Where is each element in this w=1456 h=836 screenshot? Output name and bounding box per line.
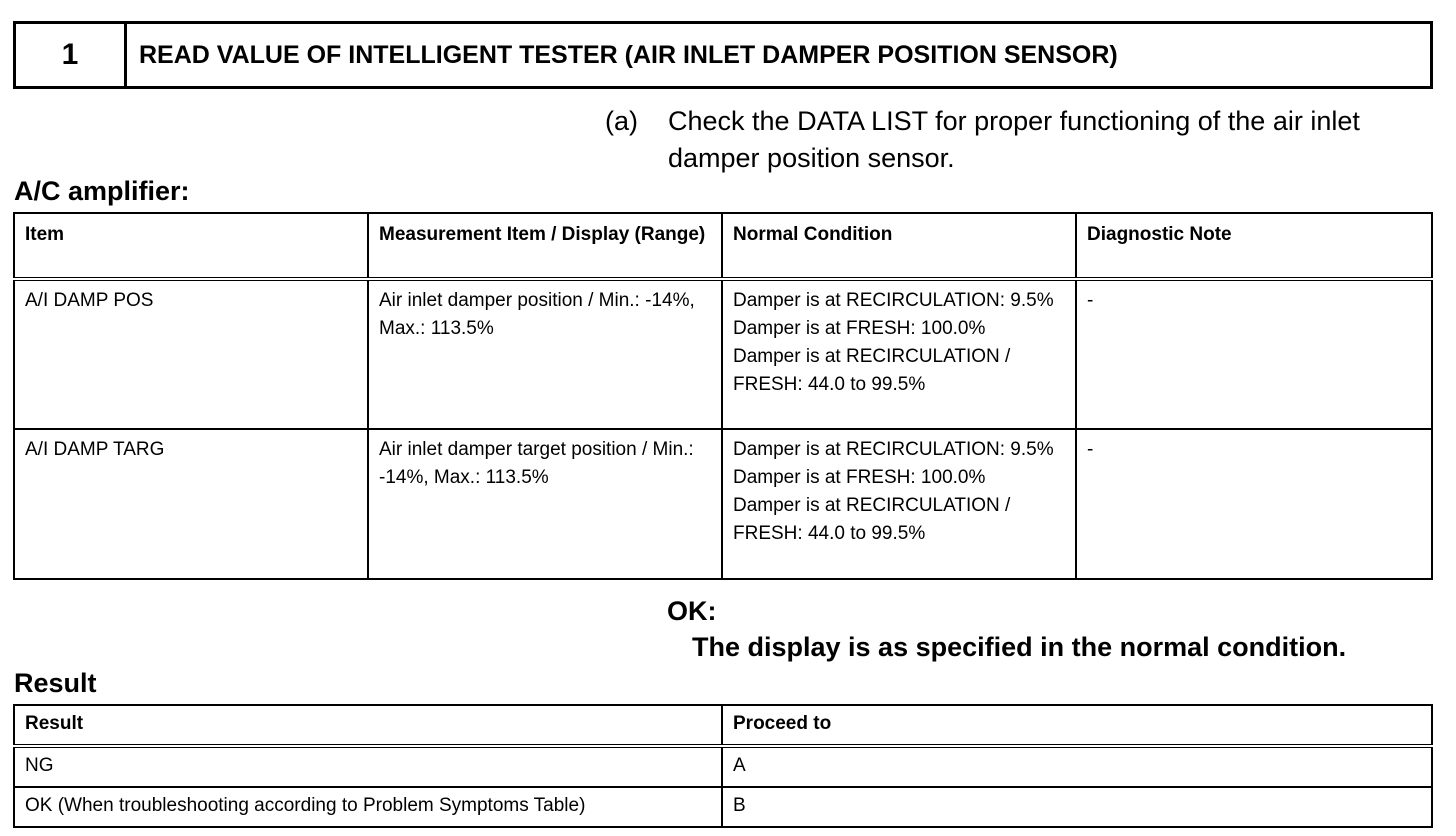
- table-header-row: [14, 213, 1432, 279]
- normal-condition-line: Damper is at RECIRCULATION: 9.5%: [733, 290, 1054, 311]
- ok-text: The display is as specified in the normal condition.: [692, 632, 1347, 662]
- normal-condition-line: Damper is at RECIRCULATION / FRESH: 44.0 to 99.5%: [733, 495, 1011, 544]
- amplifier-data-table: [13, 212, 1433, 580]
- result-cell: OK (When troubleshooting according to Problem Symptoms Table): [14, 787, 722, 827]
- column-header-proceed-to: Proceed to: [722, 705, 1432, 746]
- result-table: [13, 704, 1433, 828]
- table-row: [14, 429, 1432, 579]
- amplifier-label: A/C amplifier:: [14, 176, 190, 206]
- normal-condition-line: Damper is at RECIRCULATION / FRESH: 44.0 to 99.5%: [733, 346, 1011, 395]
- normal-condition-line: Damper is at FRESH: 100.0%: [733, 318, 986, 339]
- table-header-row: [14, 705, 1432, 746]
- result-cell: NG: [14, 746, 722, 787]
- ok-label: OK:: [667, 596, 717, 626]
- normal-condition-cell: [722, 279, 1076, 429]
- instruction-marker: (a): [605, 106, 638, 136]
- measurement-cell: Air inlet damper target position / Min.: -14%, Max.: 113.5%: [368, 429, 722, 579]
- column-header-normal-condition: Normal Condition: [722, 213, 1076, 279]
- proceed-cell: B: [722, 787, 1432, 827]
- proceed-cell: A: [722, 746, 1432, 787]
- normal-condition-line: Damper is at FRESH: 100.0%: [733, 467, 986, 488]
- item-cell: A/I DAMP TARG: [14, 429, 368, 579]
- instruction-text: Check the DATA LIST for proper functioning of the air inlet damper position sensor.: [668, 106, 1360, 173]
- diagnostic-note-cell: -: [1076, 279, 1432, 429]
- table-row: [14, 746, 1432, 787]
- column-header-item: Item: [14, 213, 368, 279]
- measurement-cell: Air inlet damper position / Min.: -14%, Max.: 113.5%: [368, 279, 722, 429]
- normal-condition-line: Damper is at RECIRCULATION: 9.5%: [733, 439, 1054, 460]
- column-header-diagnostic-note: Diagnostic Note: [1076, 213, 1432, 279]
- column-header-result: Result: [14, 705, 722, 746]
- table-row: [14, 279, 1432, 429]
- column-header-measurement: Measurement Item / Display (Range): [368, 213, 722, 279]
- normal-condition-cell: [722, 429, 1076, 579]
- step-title: READ VALUE OF INTELLIGENT TESTER (AIR INLET DAMPER POSITION SENSOR): [139, 40, 1118, 69]
- step-header: [13, 21, 1433, 89]
- item-cell: A/I DAMP POS: [14, 279, 368, 429]
- step-number: 1: [16, 24, 127, 86]
- diagnostic-note-cell: -: [1076, 429, 1432, 579]
- instruction: [605, 103, 1405, 177]
- table-row: [14, 787, 1432, 827]
- result-label: Result: [14, 668, 97, 698]
